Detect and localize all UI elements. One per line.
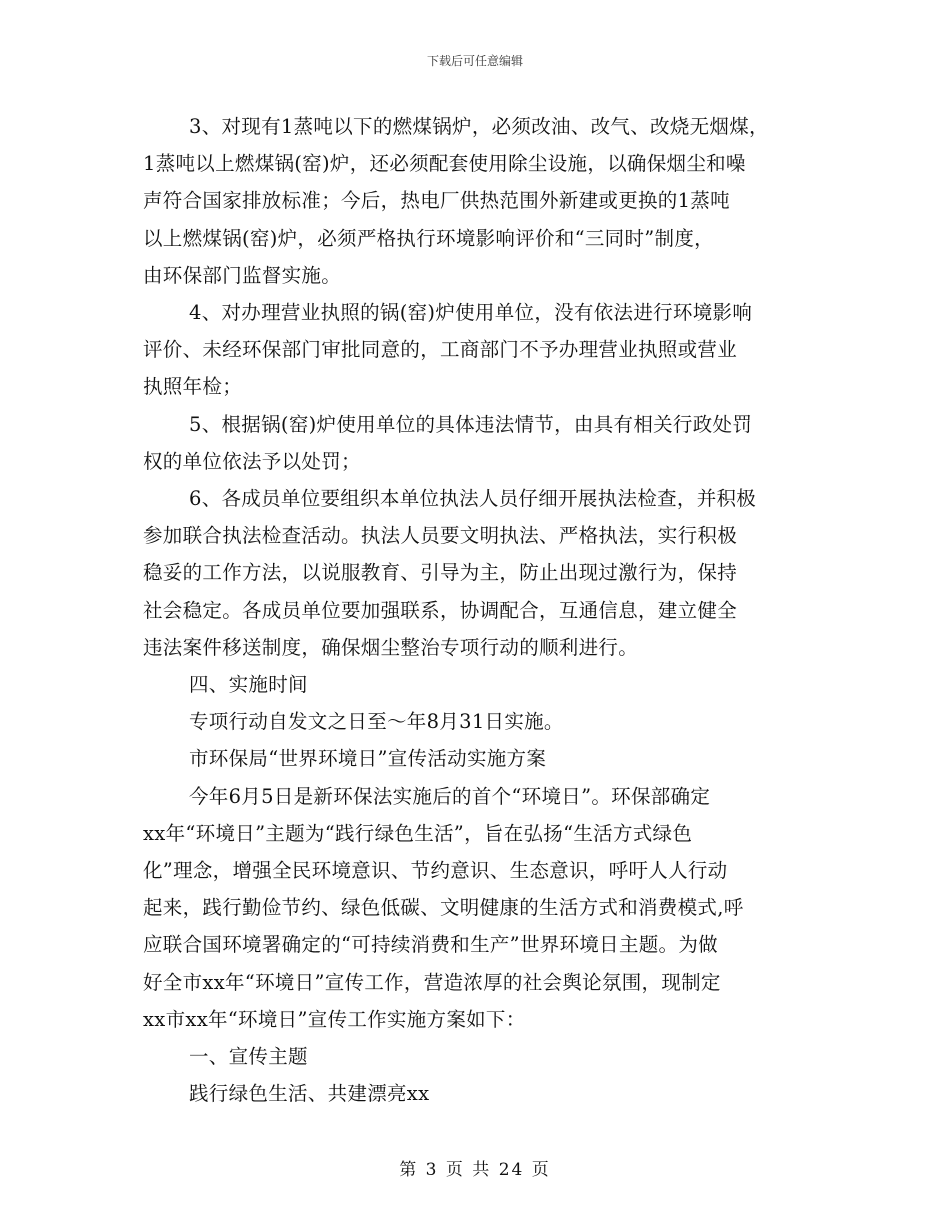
text-line: 化”理念，增强全民环境意识、节约意识、生态意识，呼吁人人行动 xyxy=(143,859,728,883)
text-line: 4、对办理营业执照的锅(窑)炉使用单位，没有依法进行环境影响 xyxy=(189,301,753,325)
page-footer: 第 3 页 共 24 页 xyxy=(399,1160,551,1180)
text-line: xx年“环境日”主题为“践行绿色生活”，旨在弘扬“生活方式绿色 xyxy=(143,821,693,845)
text-line: 社会稳定。各成员单位要加强联系，协调配合，互通信息，建立健全 xyxy=(143,598,738,622)
text-line: 执照年检； xyxy=(143,375,243,399)
text-line: 好全市xx年“环境日”宣传工作，营造浓厚的社会舆论氛围，现制定 xyxy=(143,970,721,994)
text-line: 5、根据锅(窑)炉使用单位的具体违法情节，由具有相关行政处罚 xyxy=(189,412,753,436)
text-line: 起来，践行勤俭节约、绿色低碳、文明健康的生活方式和消费模式,呼 xyxy=(143,896,744,920)
text-line: 稳妥的工作方法，以说服教育、引导为主，防止出现过激行为，保持 xyxy=(143,561,738,585)
text-line: 声符合国家排放标准；今后，热电厂供热范围外新建或更换的1蒸吨 xyxy=(143,189,730,213)
text-line: 6、各成员单位要组织本单位执法人员仔细开展执法检查，并积极 xyxy=(189,487,757,511)
text-line: 违法案件移送制度，确保烟尘整治专项行动的顺利进行。 xyxy=(143,635,639,659)
text-line: 评价、未经环保部门审批同意的，工商部门不予办理营业执照或营业 xyxy=(143,338,738,362)
text-line: 权的单位依法予以处罚； xyxy=(143,449,361,473)
text-line: 应联合国环境署确定的“可持续消费和生产”世界环境日主题。为做 xyxy=(143,933,718,957)
text-line: 以上燃煤锅(窑)炉，必须严格执行环境影响评价和“三同时”制度， xyxy=(143,226,714,250)
text-line: xx市xx年“环境日”宣传工作实施方案如下： xyxy=(143,1007,526,1031)
text-line: 今年6月5日是新环保法实施后的首个“环境日”。环保部确定 xyxy=(189,784,711,808)
document-body xyxy=(143,108,813,1112)
text-line: 由环保部门监督实施。 xyxy=(143,263,342,287)
page-header: 下载后可任意编辑 xyxy=(426,54,523,68)
text-line: 践行绿色生活、共建漂亮xx xyxy=(189,1082,430,1106)
text-line: 专项行动自发文之日至～年8月31日实施。 xyxy=(189,710,564,734)
text-line: 1蒸吨以上燃煤锅(窑)炉，还必须配套使用除尘设施，以确保烟尘和噪 xyxy=(143,152,746,176)
text-line: 市环保局“世界环境日”宣传活动实施方案 xyxy=(189,747,547,771)
text-line: 参加联合执法检查活动。执法人员要文明执法、严格执法，实行积极 xyxy=(143,524,738,548)
text-line: 3、对现有1蒸吨以下的燃煤锅炉，必须改油、改气、改烧无烟煤， xyxy=(189,115,769,138)
text-line: 一、宣传主题 xyxy=(189,1045,308,1069)
text-line: 四、实施时间 xyxy=(189,673,308,697)
